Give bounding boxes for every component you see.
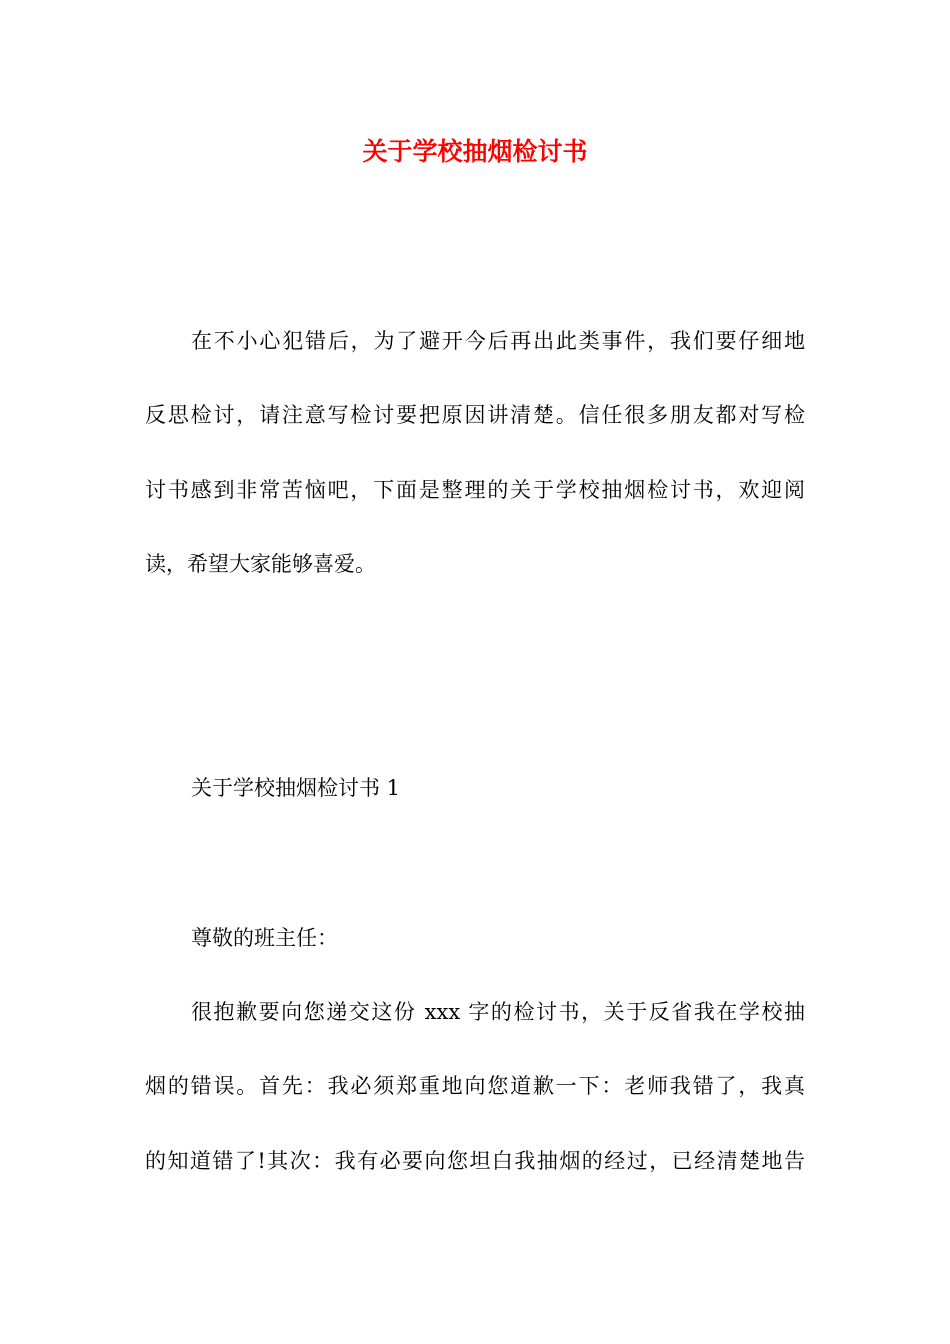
intro-line: 读，希望大家能够喜爱。 <box>145 552 376 576</box>
document-title: 关于学校抽烟检讨书 <box>362 137 588 166</box>
intro-line: 在不小心犯错后，为了避开今后再出此类事件，我们要仔细地 <box>191 329 805 353</box>
section-heading: 关于学校抽烟检讨书 1 <box>191 776 401 800</box>
body-line: 烟的错误。首先：我必须郑重地向您道歉一下：老师我错了，我真 <box>145 1074 805 1098</box>
body-line: 很抱歉要向您递交这份 xxx 字的检讨书，关于反省我在学校抽 <box>191 1000 805 1024</box>
intro-line: 讨书感到非常苦恼吧，下面是整理的关于学校抽烟检讨书，欢迎阅 <box>145 478 805 502</box>
salutation: 尊敬的班主任： <box>191 926 338 950</box>
body-line: 的知道错了!其次：我有必要向您坦白我抽烟的经过，已经清楚地告 <box>145 1149 805 1173</box>
intro-line: 反思检讨，请注意写检讨要把原因讲清楚。信任很多朋友都对写检 <box>145 403 805 427</box>
